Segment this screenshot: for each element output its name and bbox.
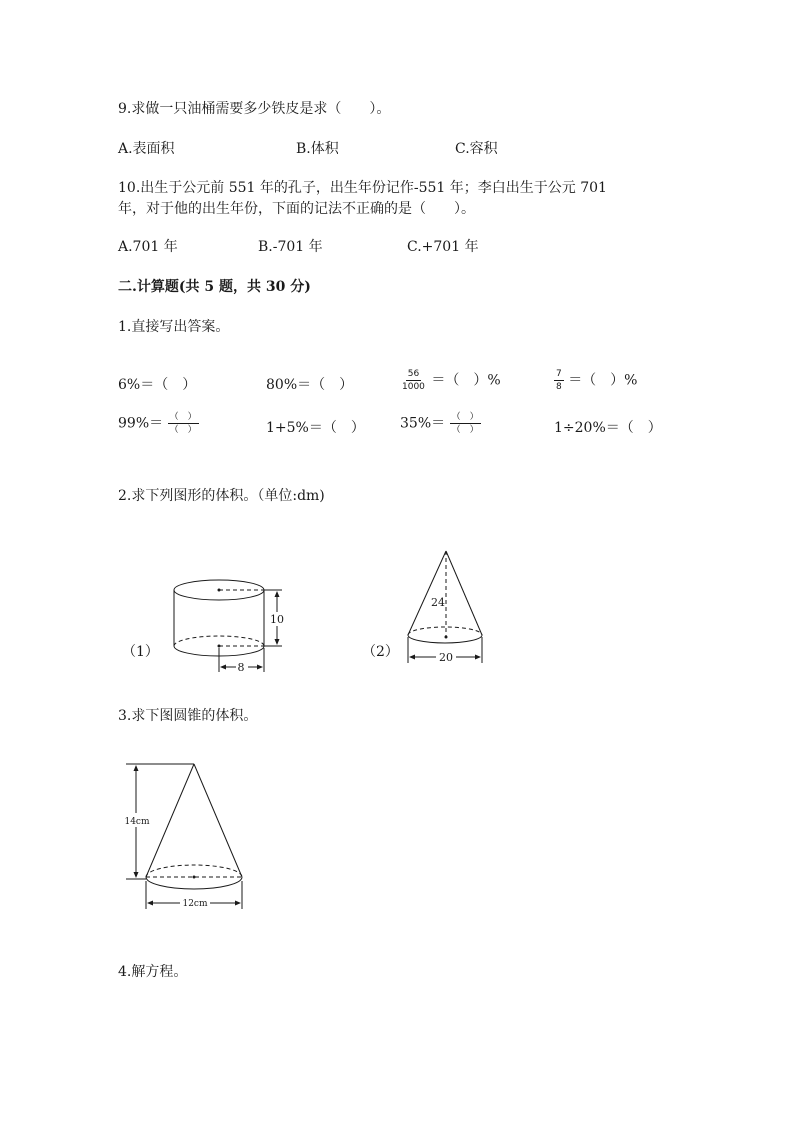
arrowhead bbox=[275, 591, 280, 597]
arrowhead bbox=[235, 901, 241, 906]
cone-base-front bbox=[146, 877, 242, 889]
calc3-stem: 3.求下图圆锥的体积。 bbox=[118, 708, 258, 724]
bottom-center-dot bbox=[218, 645, 221, 648]
fraction-denominator: （ ） bbox=[451, 425, 479, 435]
cone-base-back bbox=[408, 627, 482, 635]
q10-option-b: B.-701 年 bbox=[258, 239, 323, 255]
calc1-stem: 1.直接写出答案。 bbox=[118, 319, 230, 335]
calc1-row1-d bbox=[554, 369, 638, 392]
fraction bbox=[450, 412, 481, 435]
cone-right-slant bbox=[194, 764, 242, 877]
section-title: 二.计算题(共 5 题，共 30 分) bbox=[118, 279, 311, 295]
calc1-row1-c bbox=[400, 369, 501, 392]
arrowhead bbox=[257, 665, 263, 670]
expression-prefix: 99%＝ bbox=[118, 415, 164, 432]
fraction-denominator: （ ） bbox=[169, 425, 197, 435]
base-center-dot bbox=[193, 876, 196, 879]
fraction-denominator: 1000 bbox=[402, 382, 425, 392]
arrowhead bbox=[134, 765, 139, 771]
cone-height-label: 14cm bbox=[124, 817, 150, 827]
question-10-line1: 10.出生于公元前 551 年的孔子，出生年份记作-551 年；李白出生于公元 701 bbox=[118, 180, 607, 196]
expression-rest: ＝（ ）% bbox=[568, 372, 638, 389]
cone-figure-small bbox=[400, 545, 495, 670]
figure-1-label: （1） bbox=[122, 644, 159, 660]
cone-base-back bbox=[146, 865, 242, 877]
calc2-stem: 2.求下列图形的体积。（单位:dm) bbox=[118, 488, 325, 504]
calc1-row2-c bbox=[400, 412, 481, 435]
arrowhead bbox=[220, 665, 226, 670]
calc4-stem: 4.解方程。 bbox=[118, 964, 188, 980]
top-center-dot bbox=[218, 589, 221, 592]
fraction bbox=[554, 369, 564, 392]
cylinder-height-label: 10 bbox=[270, 613, 284, 626]
q10-option-c: C.+701 年 bbox=[407, 239, 479, 255]
q9-option-b: B.体积 bbox=[296, 141, 339, 157]
fraction-numerator: 7 bbox=[556, 369, 562, 379]
fraction bbox=[168, 412, 199, 435]
calc1-row1-b: 80%＝（ ） bbox=[266, 377, 354, 393]
arrowhead bbox=[147, 901, 153, 906]
calc1-row2-d: 1÷20%＝（ ） bbox=[554, 420, 662, 436]
figure-2-label: （2） bbox=[362, 644, 399, 660]
cone-diameter-label: 20 bbox=[439, 651, 453, 664]
calc1-row2-a bbox=[118, 412, 199, 435]
cone-height-label: 24 bbox=[431, 596, 445, 609]
cylinder-figure bbox=[160, 568, 290, 676]
q9-option-a: A.表面积 bbox=[118, 141, 175, 157]
calc1-row1-a: 6%＝（ ） bbox=[118, 377, 197, 393]
cone-left-slant bbox=[146, 764, 194, 877]
fraction-numerator: 56 bbox=[407, 369, 420, 379]
cone-left-slant bbox=[408, 551, 446, 635]
fraction-numerator: （ ） bbox=[169, 412, 197, 422]
fraction-denominator: 8 bbox=[556, 382, 562, 392]
arrowhead bbox=[409, 655, 415, 660]
arrowhead bbox=[275, 639, 280, 645]
base-center-dot bbox=[445, 636, 448, 639]
question-10-line2: 年，对于他的出生年份，下面的记法不正确的是（ ）。 bbox=[118, 201, 475, 217]
question-9-stem: 9.求做一只油桶需要多少铁皮是求（ ）。 bbox=[118, 101, 391, 117]
calc1-row2-b: 1+5%＝（ ） bbox=[266, 420, 365, 436]
cone-figure-large bbox=[118, 755, 258, 915]
fraction-numerator: （ ） bbox=[451, 412, 479, 422]
q9-option-c: C.容积 bbox=[455, 141, 498, 157]
fraction bbox=[400, 369, 427, 392]
q10-option-a: A.701 年 bbox=[118, 239, 178, 255]
expression-rest: ＝（ ）% bbox=[431, 372, 501, 389]
arrowhead bbox=[134, 872, 139, 878]
arrowhead bbox=[475, 655, 481, 660]
cylinder-radius-label: 8 bbox=[237, 661, 245, 674]
cone-diameter-label: 12cm bbox=[182, 899, 208, 909]
cone-right-slant bbox=[446, 551, 482, 635]
expression-prefix: 35%＝ bbox=[400, 415, 446, 432]
